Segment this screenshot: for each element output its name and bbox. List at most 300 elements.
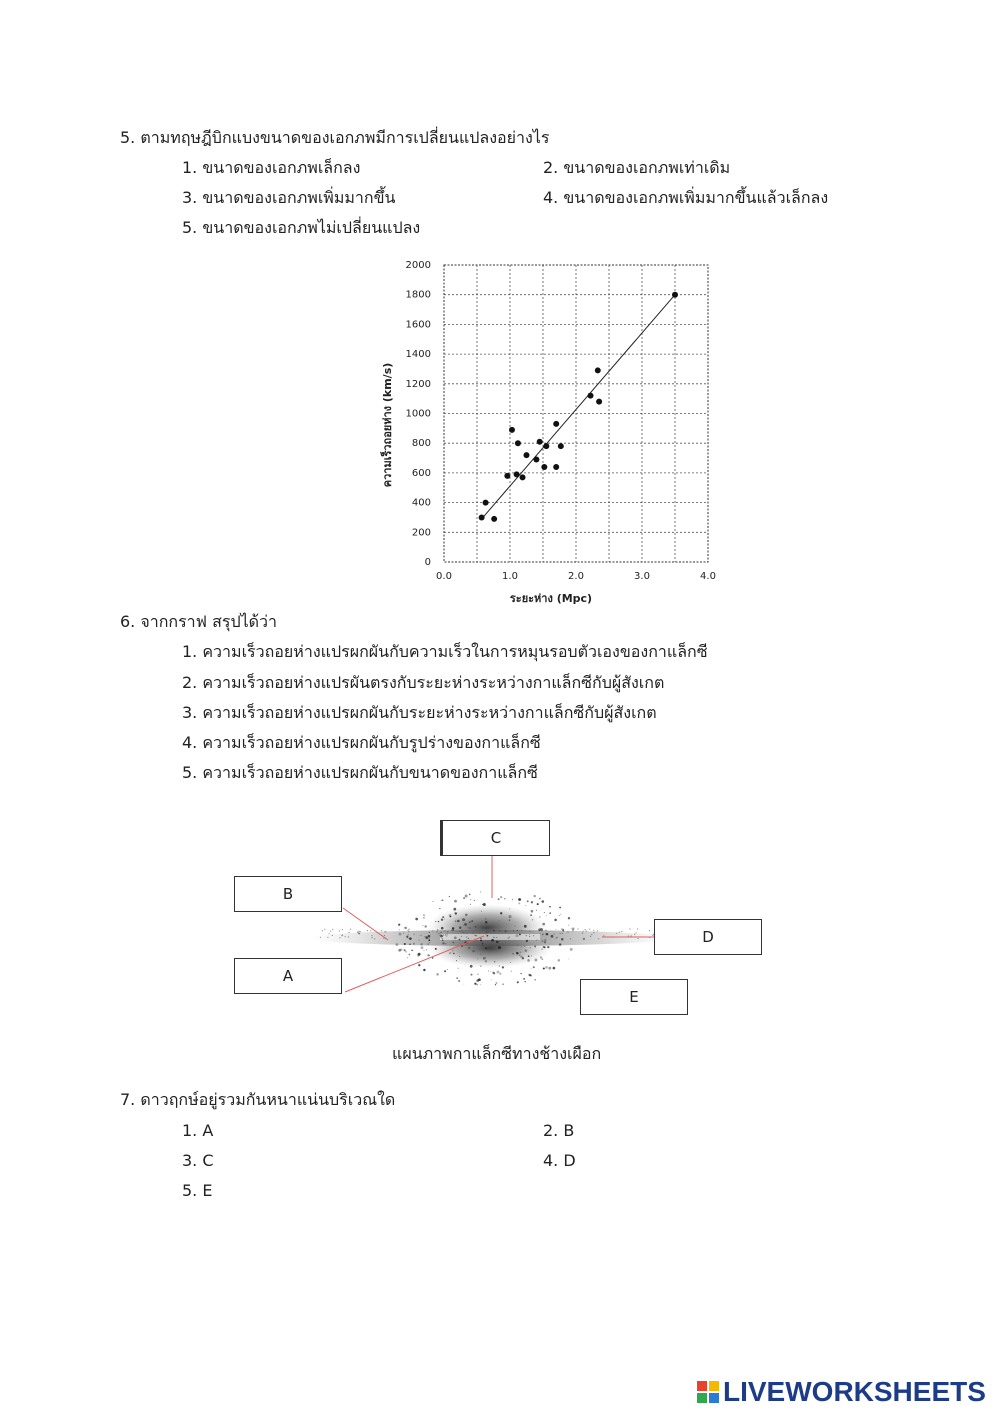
galaxy-star: [496, 941, 498, 943]
galaxy-star: [520, 955, 522, 957]
galaxy-star: [518, 902, 520, 904]
galaxy-star: [404, 949, 406, 951]
galaxy-star: [553, 967, 556, 970]
question-5: 5. ตามทฤษฎีบิกแบงขนาดของเอกภพมีการเปลี่ยนแปลงอย่างไร: [120, 128, 550, 147]
chart-point: [553, 464, 559, 470]
galaxy-disk-star: [408, 934, 409, 935]
galaxy-star: [398, 924, 400, 926]
galaxy-disk-star: [486, 932, 487, 933]
galaxy-star: [409, 954, 411, 956]
galaxy-star: [531, 901, 533, 903]
galaxy-star: [517, 981, 519, 983]
galaxy-star: [539, 898, 541, 900]
galaxy-star: [475, 926, 477, 928]
galaxy-star: [445, 943, 446, 944]
galaxy-disk-star: [597, 930, 598, 931]
galaxy-star: [555, 929, 556, 930]
galaxy-star: [422, 925, 423, 926]
galaxy-star: [470, 965, 473, 968]
chart-point: [514, 471, 520, 477]
galaxy-star: [526, 940, 528, 942]
galaxy-disk-star: [444, 931, 445, 932]
galaxy-star: [452, 950, 454, 952]
galaxy-star: [531, 955, 532, 956]
galaxy-star: [494, 961, 496, 963]
galaxy-star: [424, 925, 426, 927]
label-d: D: [654, 919, 762, 955]
galaxy-star: [519, 933, 521, 935]
galaxy-star: [528, 955, 530, 957]
galaxy-star: [463, 984, 464, 985]
galaxy-star: [457, 920, 460, 923]
galaxy-star: [420, 943, 422, 945]
galaxy-disk-star: [474, 935, 475, 936]
galaxy-star: [481, 911, 482, 912]
galaxy-star: [428, 939, 430, 941]
y-tick-label: 1800: [405, 289, 431, 301]
chart-point: [543, 443, 549, 449]
galaxy-disk-star: [408, 938, 409, 939]
galaxy-disk-star: [589, 929, 590, 930]
galaxy-star: [452, 927, 454, 929]
galaxy-star: [493, 972, 495, 974]
galaxy-star: [519, 954, 521, 956]
galaxy-star: [468, 947, 470, 949]
galaxy-star: [400, 948, 402, 950]
x-tick-label: 2.0: [568, 571, 584, 582]
galaxy-disk-star: [573, 930, 574, 931]
galaxy-star: [568, 959, 569, 960]
galaxy-disk-star: [479, 932, 480, 933]
galaxy-star: [480, 939, 482, 941]
galaxy-star: [470, 904, 471, 905]
galaxy-star: [491, 979, 492, 980]
galaxy-disk-star: [414, 934, 415, 935]
galaxy-star: [549, 912, 551, 914]
galaxy-star: [482, 943, 483, 944]
galaxy-disk-star: [629, 928, 630, 929]
galaxy-star: [536, 910, 537, 911]
galaxy-star: [395, 943, 398, 946]
galaxy-star: [442, 916, 444, 918]
hubble-scatter-chart: [0, 0, 1000, 620]
galaxy-star: [520, 951, 521, 952]
galaxy-disk-star: [591, 934, 592, 935]
galaxy-star: [514, 926, 515, 927]
q5-option-5: 5. ขนาดของเอกภพไม่เปลี่ยนแปลง: [182, 218, 421, 237]
galaxy-star: [498, 898, 500, 900]
galaxy-disk-star: [582, 933, 583, 934]
galaxy-star: [424, 950, 425, 951]
galaxy-star: [529, 934, 530, 935]
galaxy-star: [542, 923, 545, 926]
galaxy-disk-star: [341, 935, 342, 936]
galaxy-star: [568, 917, 570, 919]
galaxy-star: [474, 983, 476, 985]
galaxy-star: [543, 946, 545, 948]
galaxy-disk-star: [529, 931, 530, 932]
galaxy-star: [407, 957, 408, 958]
q6-option-3: 3. ความเร็วถอยห่างแปรผกผันกับระยะห่างระหว่างกาแล็กซีกับผู้สังเกต: [182, 703, 657, 722]
galaxy-star: [548, 967, 551, 970]
q7-option-5: 5. E: [182, 1181, 213, 1200]
galaxy-star: [439, 908, 440, 909]
galaxy-star: [546, 933, 548, 935]
galaxy-star: [523, 978, 525, 980]
galaxy-disk-star: [428, 938, 429, 939]
galaxy-disk-star: [472, 932, 473, 933]
galaxy-star: [480, 891, 481, 892]
chart-point: [509, 427, 515, 433]
galaxy-star: [528, 974, 530, 976]
galaxy-star: [442, 942, 445, 945]
q5-option-4: 4. ขนาดของเอกภพเพิ่มมากขึ้นแล้วเล็กลง: [543, 188, 829, 207]
galaxy-star: [429, 932, 430, 933]
chart-point: [672, 292, 678, 298]
galaxy-star: [441, 918, 443, 920]
galaxy-disk-star: [408, 930, 409, 931]
galaxy-disk-star: [342, 929, 343, 930]
galaxy-disk-star: [557, 937, 558, 938]
q7-option-4: 4. D: [543, 1151, 576, 1170]
galaxy-star: [421, 946, 424, 949]
chart-trendline-group: [482, 295, 675, 519]
liveworksheets-logo[interactable]: [697, 1378, 986, 1406]
galaxy-star: [534, 946, 536, 948]
galaxy-disk-star: [631, 935, 632, 936]
galaxy-star: [423, 917, 425, 919]
galaxy-disk-star: [567, 932, 568, 933]
galaxy-star: [490, 971, 491, 972]
galaxy-star: [549, 906, 551, 908]
chart-x-axis-label: ระยะห่าง (Mpc): [509, 592, 593, 605]
q5-option-2: 2. ขนาดของเอกภพเท่าเดิม: [543, 158, 731, 177]
galaxy-star: [497, 971, 500, 974]
galaxy-star: [527, 900, 529, 902]
galaxy-star: [541, 940, 543, 942]
q7-option-1: 1. A: [182, 1121, 214, 1140]
galaxy-disk-star: [570, 938, 571, 939]
galaxy-star: [469, 927, 471, 929]
galaxy-disk-star: [521, 930, 522, 931]
galaxy-disk-star: [509, 937, 510, 938]
galaxy-star: [512, 899, 513, 900]
galaxy-star: [418, 964, 420, 966]
galaxy-disk-star: [593, 932, 594, 933]
galaxy-star: [568, 925, 569, 926]
galaxy-star: [468, 927, 469, 928]
galaxy-disk-star: [420, 935, 421, 936]
galaxy-star: [517, 945, 518, 946]
y-tick-label: 400: [411, 497, 431, 509]
galaxy-disk-star: [372, 937, 373, 938]
galaxy-star: [516, 934, 519, 937]
chart-point: [596, 399, 602, 405]
galaxy-star: [483, 903, 486, 906]
galaxy-disk-star: [408, 931, 409, 932]
galaxy-star: [546, 915, 547, 916]
x-tick-label: 0.0: [436, 571, 452, 582]
galaxy-star: [518, 898, 521, 901]
galaxy-star: [554, 919, 557, 922]
galaxy-star: [495, 984, 496, 985]
galaxy-disk-star: [371, 935, 372, 936]
galaxy-star: [539, 916, 541, 918]
chart-point: [479, 514, 485, 520]
question-6: 6. จากกราฟ สรุปได้ว่า: [120, 612, 277, 631]
galaxy-star: [583, 931, 584, 932]
galaxy-disk-star: [447, 931, 448, 932]
galaxy-disk-star: [443, 935, 444, 936]
galaxy-star: [449, 914, 452, 917]
galaxy-disk-star: [526, 935, 527, 936]
galaxy-star: [539, 933, 540, 934]
galaxy-star: [498, 946, 501, 949]
galaxy-disk-star: [409, 929, 410, 930]
galaxy-caption: แผนภาพกาแล็กซีทางช้างเผือก: [392, 1044, 602, 1063]
galaxy-star: [428, 935, 431, 938]
galaxy-star: [409, 944, 410, 945]
galaxy-disk-star: [461, 930, 462, 931]
galaxy-disk-star: [638, 938, 639, 939]
galaxy-star: [445, 934, 446, 935]
galaxy-star: [486, 935, 488, 937]
galaxy-star: [521, 946, 522, 947]
galaxy-star: [465, 914, 468, 917]
galaxy-disk-star: [381, 930, 382, 931]
galaxy-star: [432, 901, 433, 902]
galaxy-disk-star: [583, 938, 584, 939]
q6-option-5: 5. ความเร็วถอยห่างแปรผกผันกับขนาดของกาแล็กซี: [182, 763, 538, 782]
galaxy-disk-star: [545, 930, 546, 931]
galaxy-star: [559, 915, 560, 916]
galaxy-star: [441, 927, 444, 930]
galaxy-disk-star: [634, 934, 635, 935]
chart-point: [533, 457, 539, 463]
galaxy-disk-star: [517, 930, 518, 931]
galaxy-star: [525, 905, 526, 906]
galaxy-star: [502, 966, 504, 968]
galaxy-star: [474, 900, 475, 901]
galaxy-star: [463, 925, 464, 926]
galaxy-disk-star: [649, 930, 650, 931]
galaxy-star: [447, 969, 448, 970]
galaxy-star: [441, 900, 442, 901]
galaxy-disk-star: [324, 929, 325, 930]
galaxy-disk-star: [442, 938, 443, 939]
question-7: 7. ดาวฤกษ์อยู่รวมกันหนาแน่นบริเวณใด: [120, 1090, 396, 1109]
galaxy-disk-star: [603, 935, 604, 936]
galaxy-star: [530, 947, 531, 948]
galaxy-star: [459, 939, 461, 941]
galaxy-star: [459, 927, 461, 929]
chart-point: [537, 439, 543, 445]
galaxy-star: [572, 927, 575, 930]
galaxy-disk-star: [461, 936, 462, 937]
galaxy-star: [429, 955, 430, 956]
galaxy-disk-star: [508, 938, 509, 939]
galaxy-star: [480, 965, 482, 967]
galaxy-star: [520, 973, 521, 974]
galaxy-star: [559, 907, 561, 909]
galaxy-star: [426, 949, 427, 950]
galaxy-star: [493, 937, 495, 939]
chart-x-ticks: [436, 571, 716, 582]
galaxy-disk-star: [440, 934, 441, 935]
chart-point: [553, 421, 559, 427]
galaxy-disk-star: [462, 932, 463, 933]
galaxy-star: [533, 895, 535, 897]
galaxy-star: [458, 968, 459, 969]
galaxy-star: [454, 937, 457, 940]
galaxy-star: [427, 943, 429, 945]
galaxy-disk-star: [350, 929, 351, 930]
galaxy-star: [485, 934, 486, 935]
galaxy-star: [547, 946, 549, 948]
galaxy-star: [459, 956, 460, 957]
galaxy-disk-star: [586, 930, 587, 931]
galaxy-star: [464, 923, 467, 926]
galaxy-star: [480, 938, 481, 939]
galaxy-star: [544, 941, 545, 942]
y-tick-label: 0: [424, 557, 431, 568]
galaxy-star: [481, 954, 482, 955]
chart-point: [515, 440, 521, 446]
galaxy-star: [456, 977, 458, 979]
galaxy-star: [560, 914, 561, 915]
label-b: B: [234, 876, 342, 912]
galaxy-disk-star: [560, 933, 561, 934]
galaxy-star: [495, 982, 497, 984]
galaxy-star: [413, 943, 415, 945]
galaxy-star: [465, 895, 468, 898]
galaxy-disk-star: [466, 936, 467, 937]
galaxy-star: [544, 939, 546, 941]
galaxy-disk-star: [621, 931, 622, 932]
galaxy-star: [417, 954, 419, 956]
galaxy-disk-star: [359, 933, 360, 934]
q7-option-2: 2. B: [543, 1121, 575, 1140]
galaxy-disk-star: [432, 930, 433, 931]
chart-point: [558, 443, 564, 449]
galaxy-star: [558, 959, 560, 961]
galaxy-disk-star: [563, 929, 564, 930]
galaxy-disk-star: [513, 930, 514, 931]
galaxy-star: [452, 941, 454, 943]
galaxy-star: [543, 967, 545, 969]
q6-option-1: 1. ความเร็วถอยห่างแปรผกผันกับความเร็วในการหมุนรอบตัวเองของกาแล็กซี: [182, 642, 708, 661]
galaxy-disk-star: [562, 933, 563, 934]
galaxy-star: [406, 936, 408, 938]
galaxy-disk-star: [459, 931, 460, 932]
chart-y-axis-label: ความเร็วถอยห่าง (km/s): [381, 362, 394, 488]
q5-option-3: 3. ขนาดของเอกภพเพิ่มมากขึ้น: [182, 188, 396, 207]
label-a: A: [234, 958, 342, 994]
galaxy-disk-star: [529, 936, 530, 937]
galaxy-star: [458, 980, 460, 982]
galaxy-disk-star: [320, 937, 321, 938]
chart-point: [541, 464, 547, 470]
galaxy-star: [502, 983, 504, 985]
galaxy-star: [554, 934, 555, 935]
galaxy-star: [438, 921, 439, 922]
label-c: C: [440, 820, 550, 856]
galaxy-star: [540, 956, 542, 958]
galaxy-disk-star: [384, 931, 385, 932]
galaxy-star: [500, 912, 502, 914]
galaxy-disk-star: [446, 935, 447, 936]
galaxy-star: [561, 938, 564, 941]
chart-point: [588, 393, 594, 399]
galaxy-star: [442, 939, 444, 941]
galaxy-star: [524, 946, 525, 947]
galaxy-star: [541, 949, 542, 950]
y-tick-label: 1200: [405, 378, 431, 390]
galaxy-star: [456, 960, 457, 961]
logo-squares-icon: [697, 1381, 719, 1403]
galaxy-disk-star: [628, 935, 629, 936]
galaxy-disk-star: [438, 933, 439, 934]
galaxy-star: [472, 950, 474, 952]
galaxy-disk-star: [327, 937, 328, 938]
galaxy-star: [399, 933, 402, 936]
galaxy-star: [537, 903, 539, 905]
galaxy-star: [411, 950, 413, 952]
galaxy-star: [463, 897, 465, 899]
galaxy-disk-star: [486, 931, 487, 932]
chart-y-ticks: [406, 260, 431, 568]
galaxy-disk-star: [436, 931, 437, 932]
galaxy-star: [500, 896, 502, 898]
y-tick-label: 600: [411, 467, 431, 479]
galaxy-star: [455, 912, 457, 914]
chart-point: [504, 473, 510, 479]
galaxy-star: [542, 900, 545, 903]
galaxy-star: [485, 921, 488, 924]
galaxy-star: [531, 910, 534, 913]
galaxy-disk-star: [359, 931, 360, 932]
galaxy-star: [453, 953, 454, 954]
galaxy-star: [476, 984, 478, 986]
chart-point: [483, 500, 489, 506]
galaxy-star: [482, 945, 483, 946]
galaxy-disk-star: [590, 936, 591, 937]
galaxy-star: [509, 915, 512, 918]
galaxy-star: [468, 938, 469, 939]
galaxy-star: [470, 899, 471, 900]
y-tick-label: 1400: [405, 349, 431, 361]
galaxy-star: [436, 973, 438, 975]
galaxy-star: [485, 960, 487, 962]
galaxy-disk-star: [463, 932, 464, 933]
galaxy-star: [423, 914, 425, 916]
chart-point: [524, 452, 530, 458]
q5-option-1: 1. ขนาดของเอกภพเล็กลง: [182, 158, 361, 177]
y-tick-label: 200: [411, 527, 431, 539]
galaxy-star: [440, 931, 442, 933]
galaxy-star: [499, 965, 500, 966]
galaxy-star: [444, 919, 445, 920]
galaxy-star: [449, 952, 451, 954]
galaxy-star: [516, 952, 519, 955]
galaxy-star: [485, 918, 486, 919]
galaxy-disk-star: [447, 934, 448, 935]
galaxy-disk-star: [637, 928, 638, 929]
galaxy-disk-star: [330, 931, 331, 932]
galaxy-star: [469, 921, 471, 923]
galaxy-star: [477, 958, 478, 959]
galaxy-star: [483, 957, 486, 960]
